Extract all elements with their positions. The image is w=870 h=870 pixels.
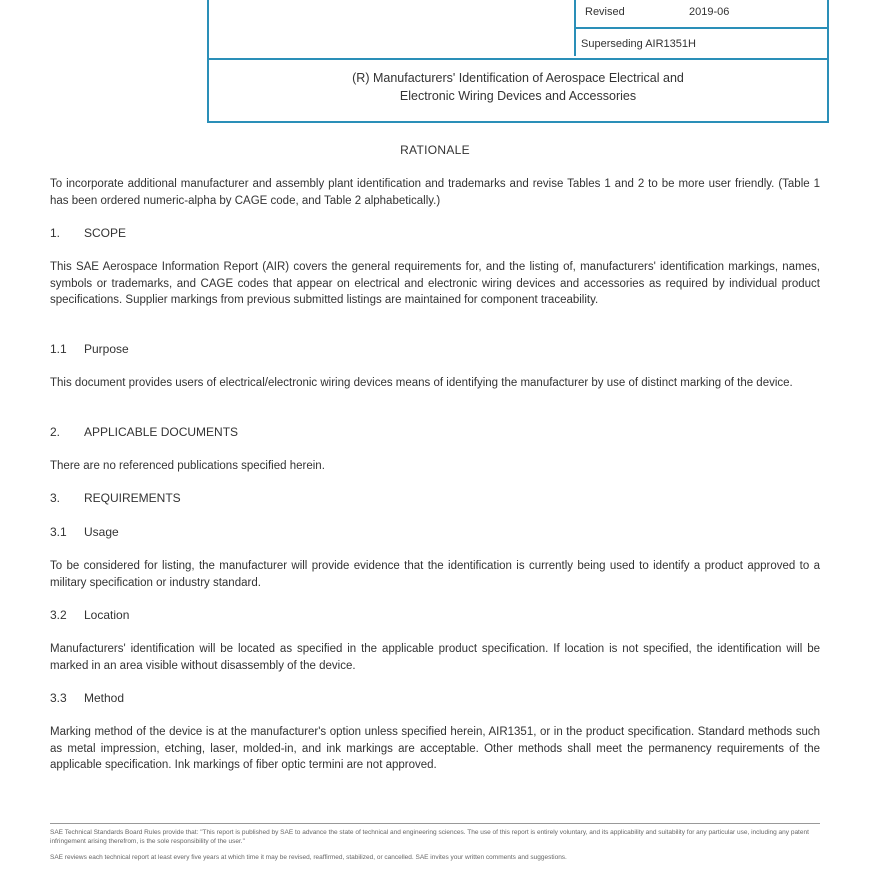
section-purpose-heading xyxy=(50,342,129,356)
revised-label: Revised xyxy=(585,6,625,18)
revised-value: 2019-06 xyxy=(689,6,730,18)
section-title: APPLICABLE DOCUMENTS xyxy=(84,425,239,439)
section-number: 3.2 xyxy=(50,608,67,622)
purpose-text: This document provides users of electrical/electronic wiring devices means of identifying the manufacturer by use of distinct marking of the device. xyxy=(50,377,793,389)
section-title: Purpose xyxy=(84,342,129,356)
method-text: Marking method of the device is at the manufacturer's option unless specified herein, AIR1351, or in the product specification. Standard methods such as metal impression, etching, laser, molded-in, and ink markings are acceptable. Other methods shall meet the permanency requirements of the applicable specification. Ink markings of fiber optic termini are not approved. xyxy=(50,726,820,771)
document-title-line1: (R) Manufacturers' Identification of Aerospace Electrical and xyxy=(352,71,684,85)
document-header-box xyxy=(207,0,829,123)
section-method-heading xyxy=(50,691,124,705)
location-text: Manufacturers' identification will be located as specified in the applicable product specification. If location is not specified, the identification will be marked in an area visible without disassembly of the device. xyxy=(50,643,820,672)
footer-divider xyxy=(50,823,820,824)
rationale-text: To incorporate additional manufacturer and assembly plant identification and trademarks and revise Tables 1 and 2 to be more user friendly. (Table 1 has been ordered numeric-alpha by CAGE code, and Table 2 alphabetically.) xyxy=(50,178,820,207)
footer-review-text: SAE reviews each technical report at least every five years at which time it may be revised, reaffirmed, stabilized, or cancelled. SAE invites your written comments and suggestions. xyxy=(50,854,567,861)
section-location-heading xyxy=(50,608,129,622)
section-number: 1. xyxy=(50,226,61,240)
rationale-heading: RATIONALE xyxy=(400,143,470,157)
section-number: 1.1 xyxy=(50,342,67,356)
section-number: 3. xyxy=(50,491,61,505)
superseding-text: Superseding AIR1351H xyxy=(581,38,696,50)
section-requirements-heading xyxy=(50,491,181,505)
section-title: SCOPE xyxy=(84,226,127,240)
section-scope-heading xyxy=(50,226,126,240)
document-title xyxy=(209,69,827,105)
header-row-line xyxy=(576,27,829,29)
usage-text: To be considered for listing, the manufacturer will provide evidence that the identification is currently being used to identify a product approved to a military specification or industry standard. xyxy=(50,560,820,589)
section-title: Method xyxy=(84,691,125,705)
document-title-line2: Electronic Wiring Devices and Accessories xyxy=(399,89,637,103)
section-number: 2. xyxy=(50,425,61,439)
section-applicable-documents-heading xyxy=(50,425,238,439)
section-title: REQUIREMENTS xyxy=(84,491,181,505)
section-number: 3.1 xyxy=(50,525,67,539)
section-title: Usage xyxy=(84,525,119,539)
header-meta-area xyxy=(209,0,827,60)
section-usage-heading xyxy=(50,525,119,539)
section-title: Location xyxy=(84,608,130,622)
scope-text: This SAE Aerospace Information Report (AIR) covers the general requirements for, and the listing of, manufacturers' identification markings, names, symbols or trademarks, and CAGE codes that appear on electrical and electronic wiring devices and accessories as required by individual product specifications. Supplier markings from previous submitted listings are maintained for component traceability. xyxy=(50,261,820,306)
footer-rules-text: SAE Technical Standards Board Rules provide that: "This report is published by SAE to advance the state of technical and engineering sciences. The use of this report is entirely voluntary, and its applicability and suitability for any particular use, including any patent infringement arising therefrom, is the sole responsibility of the user." xyxy=(50,829,809,845)
applicable-documents-text: There are no referenced publications specified herein. xyxy=(50,460,325,472)
section-number: 3.3 xyxy=(50,691,67,705)
